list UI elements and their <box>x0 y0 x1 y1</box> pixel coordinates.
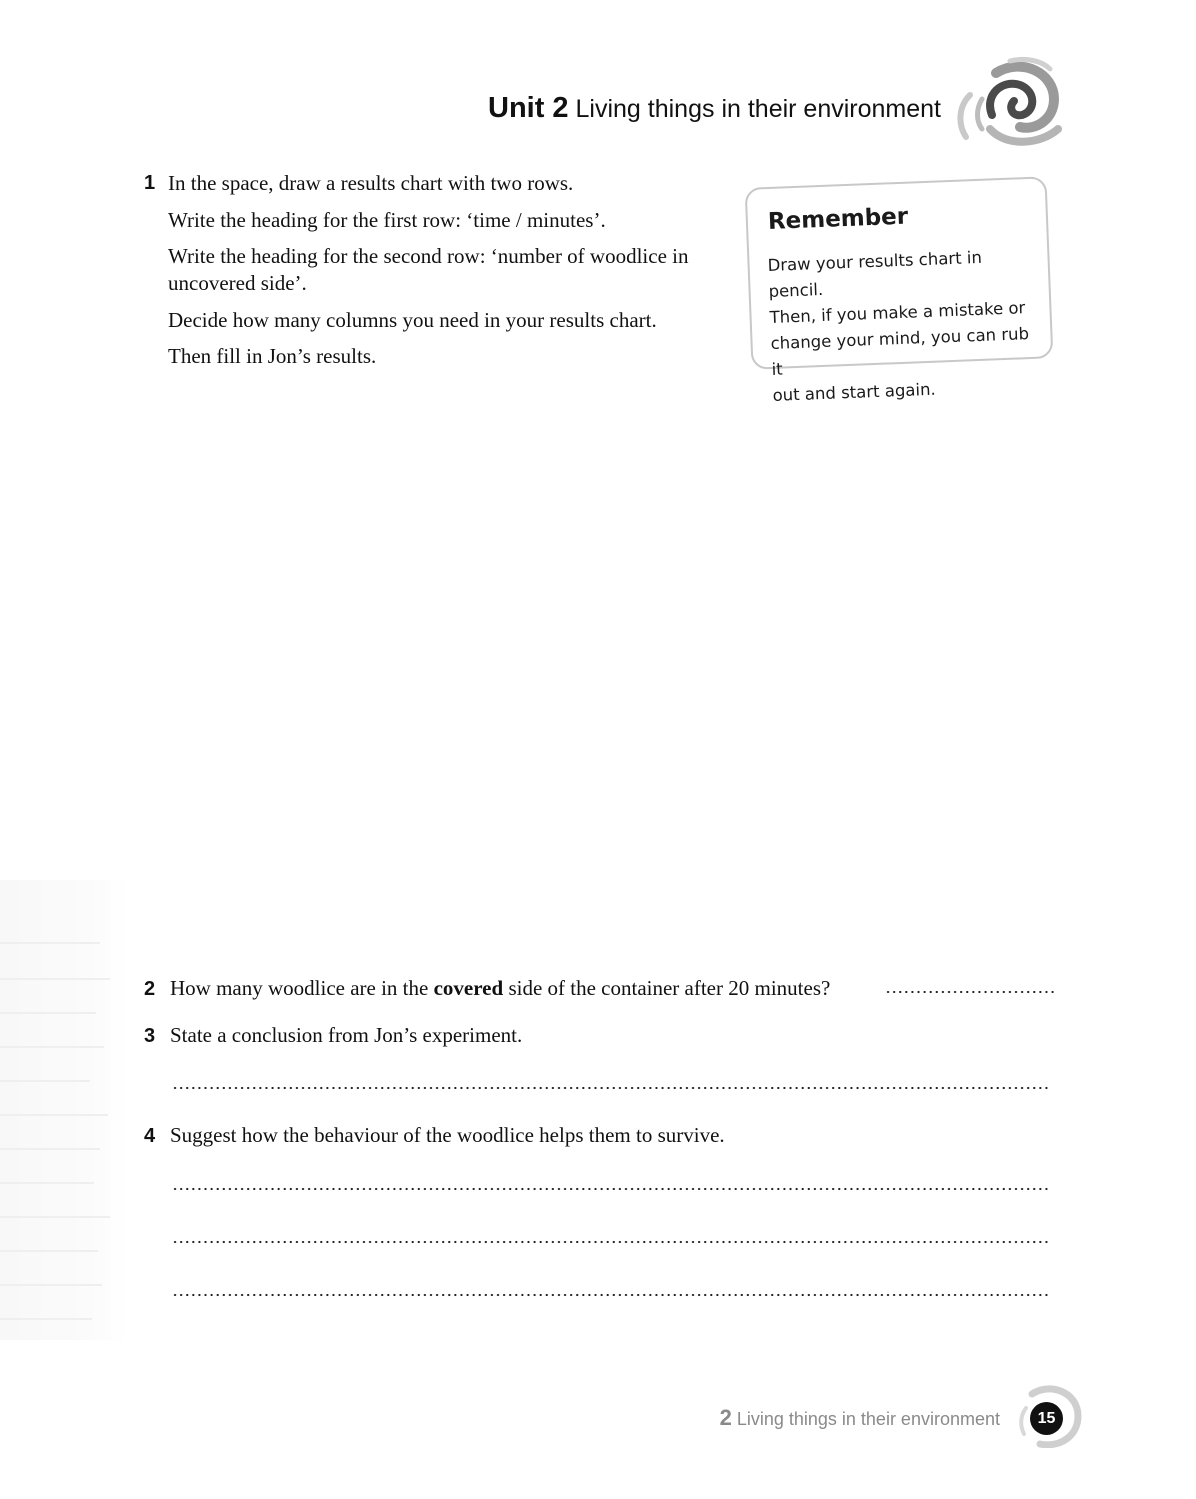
remember-line: Draw your results chart in pencil. <box>767 247 983 302</box>
question-number: 4 <box>144 1125 156 1147</box>
unit-title: Living things in their environment <box>575 95 941 123</box>
remember-line: out and start again. <box>772 379 937 405</box>
margin-shadow <box>0 880 128 1340</box>
answer-line[interactable] <box>172 1086 1048 1090</box>
remember-title: Remember <box>767 203 909 235</box>
question-text: How many woodlice are in the covered side of the container after 20 minutes? <box>170 976 831 1000</box>
answer-line[interactable] <box>172 1293 1048 1297</box>
remember-text <box>767 243 1045 409</box>
answer-line[interactable] <box>885 990 1055 994</box>
question-text: In the space, draw a results chart with two rows. <box>168 171 574 195</box>
page-number-badge: 15 <box>1030 1402 1063 1435</box>
question-text: Decide how many columns you need in your results chart. <box>168 308 657 332</box>
remember-box <box>745 176 1054 405</box>
question-number: 2 <box>144 978 156 1000</box>
answer-line[interactable] <box>172 1187 1048 1191</box>
question-number: 3 <box>144 1025 156 1047</box>
page-title <box>488 92 941 125</box>
footer-unit-title <box>720 1405 1000 1431</box>
answer-line[interactable] <box>172 1240 1048 1244</box>
chart-drawing-area[interactable] <box>168 390 1048 950</box>
swirl-icon <box>950 55 1062 150</box>
question-text: State a conclusion from Jon’s experiment. <box>170 1023 523 1047</box>
footer-unit-number: 2 <box>719 1405 732 1430</box>
question-text: Write the heading for the second row: ‘number of woodlice in uncovered side’. <box>168 244 689 295</box>
remember-line: change your mind, you can rub it <box>770 324 1030 379</box>
question-text: Then fill in Jon’s results. <box>168 344 377 368</box>
footer-unit-label: Living things in their environment <box>736 1409 1000 1429</box>
question-text: Write the heading for the first row: ‘time / minutes’. <box>168 208 606 232</box>
question-number: 1 <box>144 172 156 194</box>
unit-label: Unit 2 <box>488 92 569 124</box>
question-text: Suggest how the behaviour of the woodlice helps them to survive. <box>170 1123 725 1147</box>
remember-line: Then, if you make a mistake or <box>769 298 1026 327</box>
